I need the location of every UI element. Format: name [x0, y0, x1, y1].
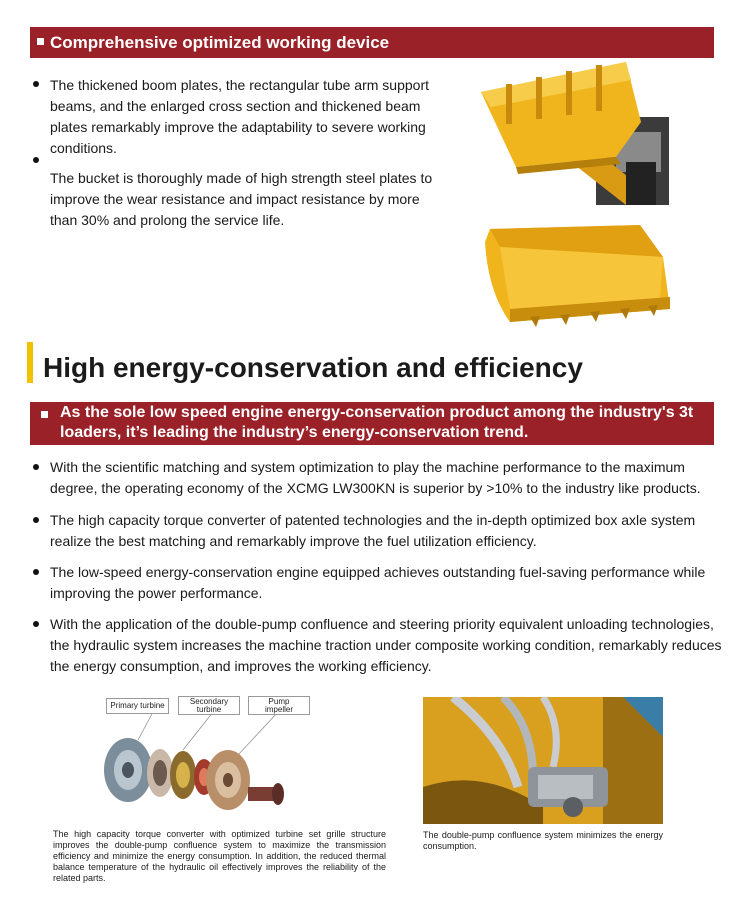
- bullet-icon: [33, 621, 39, 627]
- text-line: The low-speed energy-conservation engine equipped achieves outstanding fuel-saving performance while: [50, 564, 706, 580]
- title-accent-bar: [27, 342, 33, 383]
- text-line: the energy consumption, and improves the working efficiency.: [50, 658, 432, 674]
- text-line: The thickened boom plates, the rectangular tube arm support: [50, 77, 429, 93]
- text-line: plates remarkably improve the adaptability to severe working: [50, 119, 426, 135]
- text-line: turbine: [196, 705, 222, 714]
- text-line: Secondary: [189, 697, 229, 706]
- bullet-text: [50, 457, 740, 499]
- text-line: As the sole low speed engine energy-conservation product among the industry's 3t: [60, 404, 694, 421]
- section-heading: Comprehensive optimized working device: [50, 33, 390, 52]
- bullet-text: [50, 614, 740, 677]
- bullet-text: [50, 75, 470, 159]
- label-primary-turbine: Primary turbine: [106, 698, 169, 714]
- bullet-text: [50, 562, 740, 604]
- text-line: With the scientific matching and system optimization to play the machine performance to the maximum: [50, 459, 685, 475]
- loader-bucket-arm-photo: [476, 62, 669, 205]
- torque-converter-caption: The high capacity torque converter with optimized turbine set grille structure improves the double-pump confluence system to maximize the transmission efficiency and minimize the energy consumption. In addition, the reduced thermal balance temperature of the hydraulic oil effectively improves the reliability of the related parts.: [53, 829, 386, 883]
- text-line: conditions.: [50, 140, 117, 156]
- text-line: The high capacity torque converter of patented technologies and the in-depth optimized box axle system: [50, 512, 696, 528]
- banner-text: [60, 403, 710, 443]
- bullet-icon: [33, 517, 39, 523]
- section-banner-working-device: [30, 27, 714, 58]
- text-line: The bucket is thoroughly made of high strength steel plates to: [50, 170, 433, 186]
- double-pump-photo: [423, 697, 663, 824]
- text-line: With the application of the double-pump confluence and steering priority equivalent unloading technologies,: [50, 616, 714, 632]
- section-banner-energy: [30, 402, 714, 445]
- label-pump-impeller: [248, 696, 310, 715]
- bullet-icon: [33, 81, 39, 87]
- label-secondary-turbine: [178, 696, 240, 715]
- bullet-text: [50, 168, 470, 231]
- bullet-icon: [33, 157, 39, 163]
- text-line: impeller: [264, 705, 293, 714]
- bullet-icon: [33, 569, 39, 575]
- bullet-text: [50, 510, 740, 552]
- text-line: than 30% and prolong the service life.: [50, 212, 285, 228]
- square-bullet-icon: [37, 38, 44, 45]
- text-line: Pump: [268, 697, 290, 706]
- text-line: improve the wear resistance and impact resistance by more: [50, 191, 420, 207]
- text-line: degree, the operating economy of the XCMG LW300KN is superior by >10% to the industry like products.: [50, 480, 701, 496]
- bullet-icon: [33, 464, 39, 470]
- section-title: High energy-conservation and efficiency: [43, 352, 583, 383]
- text-line: loaders, it’s leading the industry’s energy-conservation trend.: [60, 424, 529, 441]
- text-line: improving the power performance.: [50, 585, 263, 601]
- square-bullet-icon: [41, 411, 48, 418]
- text-line: realize the best matching and remarkably improve the fuel utilization efficiency.: [50, 533, 537, 549]
- text-line: beams, and the enlarged cross section and thickened beam: [50, 98, 421, 114]
- text-line: the hydraulic system increases the machine traction under composite working condition, remarkably reduces: [50, 637, 722, 653]
- double-pump-caption: The double-pump confluence system minimizes the energy consumption.: [423, 830, 663, 851]
- bucket-photo: [480, 217, 673, 330]
